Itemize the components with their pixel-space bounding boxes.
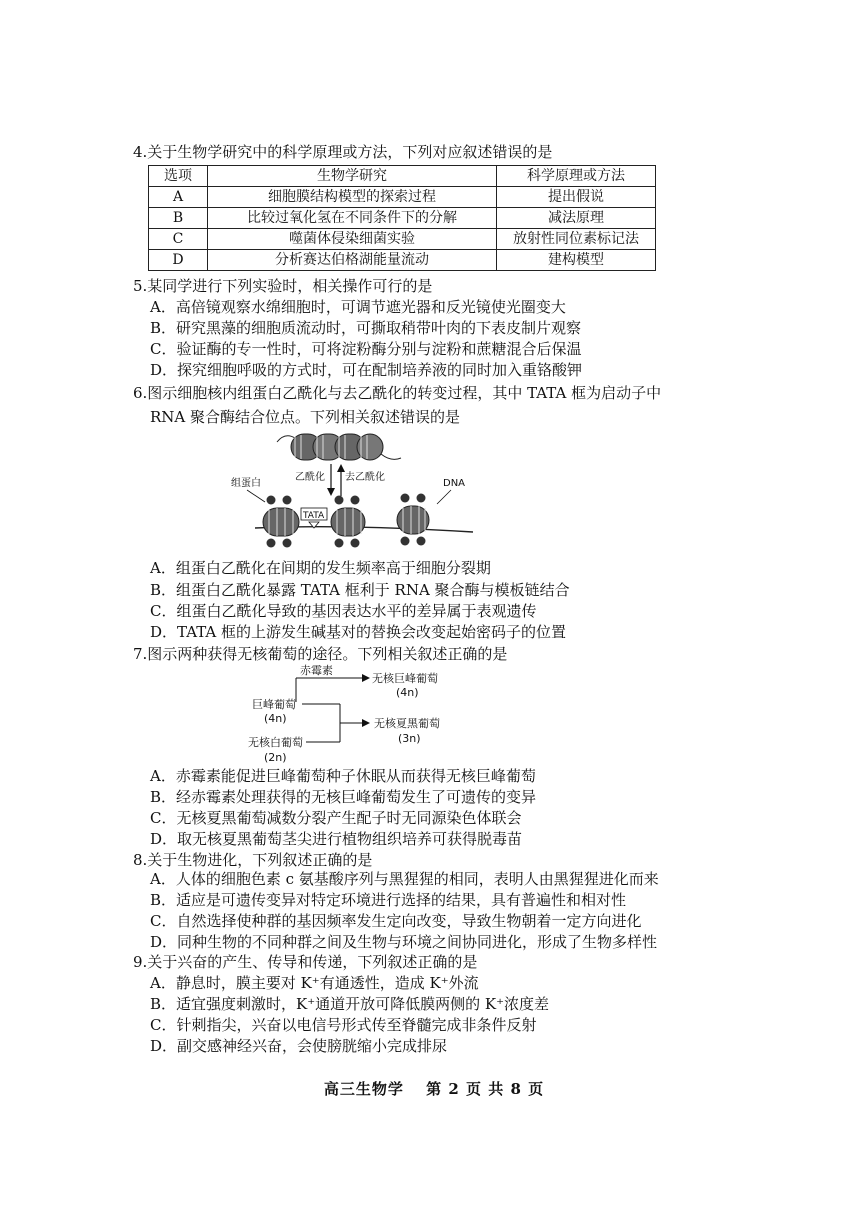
grape-pathway-figure [240, 664, 480, 766]
q4-table [148, 165, 656, 271]
q6-option-a: A．组蛋白乙酰化在间期的发生频率高于细胞分裂期 [150, 559, 491, 577]
q5-option-d: D．探究细胞呼吸的方式时，可在配制培养液的同时加入重铬酸钾 [150, 361, 583, 379]
q7-option-d: D．取无核夏黑葡萄茎尖进行植物组织培养可获得脱毒苗 [150, 830, 523, 848]
table-cell: A [149, 187, 208, 208]
q9-option-a: A．静息时，膜主要对 K⁺有通透性，造成 K⁺外流 [150, 974, 479, 992]
q8-stem: 8.关于生物进化，下列叙述正确的是 [133, 851, 373, 869]
q6-stem-line1: 6.图示细胞核内组蛋白乙酰化与去乙酰化的转变过程，其中 TATA 框为启动子中 [133, 384, 662, 402]
q7-option-c: C．无核夏黑葡萄减数分裂产生配子时无同源染色体联会 [150, 809, 522, 827]
label-seedless-white-ploidy: (2n) [264, 751, 287, 764]
q6-stem-line2: RNA 聚合酶结合位点。下列相关叙述错误的是 [150, 408, 461, 426]
q9-option-b: B．适宜强度刺激时，K⁺通道开放可降低膜两侧的 K⁺浓度差 [150, 995, 550, 1013]
table-cell: C [149, 229, 208, 250]
q5-option-b: B．研究黑藻的细胞质流动时，可撕取稍带叶肉的下表皮制片观察 [150, 319, 582, 337]
label-histone: 组蛋白 [231, 478, 261, 489]
q8-option-d: D．同种生物的不同种群之间及生物与环境之间协同进化，形成了生物多样性 [150, 933, 658, 951]
q7-option-a: A．赤霉素能促进巨峰葡萄种子休眠从而获得无核巨峰葡萄 [150, 767, 536, 785]
histone-acetylation-figure [225, 428, 485, 550]
label-kyoho: 巨峰葡萄 [252, 698, 296, 711]
table-row [149, 250, 656, 271]
table-cell: 提出假说 [497, 187, 656, 208]
q4-stem: 4.关于生物学研究中的科学原理或方法，下列对应叙述错误的是 [133, 143, 553, 161]
q8-option-a: A．人体的细胞色素 c 氨基酸序列与黑猩猩的相同，表明人由黑猩猩进化而来 [150, 870, 659, 888]
open-nucleosome-middle [331, 496, 365, 548]
q7-stem: 7.图示两种获得无核葡萄的途径。下列相关叙述正确的是 [133, 645, 508, 663]
q6-option-b: B．组蛋白乙酰化暴露 TATA 框利于 RNA 聚合酶与模板链结合 [150, 581, 570, 599]
q6-option-d: D．TATA 框的上游发生碱基对的替换会改变起始密码子的位置 [150, 623, 567, 641]
label-seedless-kyoho-ploidy: (4n) [396, 686, 419, 699]
label-tata: TATA [303, 511, 325, 521]
q6-option-c: C．组蛋白乙酰化导致的基因表达水平的差异属于表观遗传 [150, 602, 537, 620]
q9-option-d: D．副交感神经兴奋，会使膀胱缩小完成排尿 [150, 1037, 448, 1055]
q5-option-a: A．高倍镜观察水绵细胞时，可调节遮光器和反光镜使光圈变大 [150, 298, 566, 316]
table-cell: 建构模型 [497, 250, 656, 271]
q9-stem: 9.关于兴奋的产生、传导和传递，下列叙述正确的是 [133, 953, 478, 971]
open-nucleosome-left [263, 496, 299, 548]
table-cell: D [149, 250, 208, 271]
open-nucleosome-right [397, 494, 429, 546]
q7-option-b: B．经赤霉素处理获得的无核巨峰葡萄发生了可遗传的变异 [150, 788, 537, 806]
header-method: 科学原理或方法 [497, 166, 656, 187]
q8-option-c: C．自然选择使种群的基因频率发生定向改变，导致生物朝着一定方向进化 [150, 912, 642, 930]
label-acetylation: 乙酰化 [295, 472, 325, 483]
label-gibberellin: 赤霉素 [300, 664, 333, 677]
q9-option-c: C．针刺指尖，兴奋以电信号形式传至脊髓完成非条件反射 [150, 1016, 537, 1034]
header-option: 选项 [149, 166, 208, 187]
q5-stem: 5.某同学进行下列实验时，相关操作可行的是 [133, 277, 433, 295]
label-seedless-xiahei-ploidy: (3n) [398, 732, 421, 745]
table-cell: 放射性同位素标记法 [497, 229, 656, 250]
table-header-row [149, 166, 656, 187]
q8-option-b: B．适应是可遗传变异对特定环境进行选择的结果，具有普遍性和相对性 [150, 891, 627, 909]
table-cell: 分析赛达伯格湖能量流动 [208, 250, 497, 271]
table-cell: 比较过氧化氢在不同条件下的分解 [208, 208, 497, 229]
header-research: 生物学研究 [208, 166, 497, 187]
page-footer: 高三生物学 第 2 页 共 8 页 [323, 1080, 545, 1098]
table-cell: 噬菌体侵染细菌实验 [208, 229, 497, 250]
table-cell: 减法原理 [497, 208, 656, 229]
table-row [149, 187, 656, 208]
label-deacetylation: 去乙酰化 [345, 472, 385, 483]
table-cell: B [149, 208, 208, 229]
label-seedless-kyoho: 无核巨峰葡萄 [372, 672, 438, 685]
label-seedless-white: 无核白葡萄 [248, 736, 303, 749]
condensed-nucleosomes [277, 434, 401, 460]
label-dna: DNA [443, 478, 466, 489]
q5-option-c: C．验证酶的专一性时，可将淀粉酶分别与淀粉和蔗糖混合后保温 [150, 340, 582, 358]
label-kyoho-ploidy: (4n) [264, 712, 287, 725]
table-cell: 细胞膜结构模型的探索过程 [208, 187, 497, 208]
label-seedless-xiahei: 无核夏黑葡萄 [374, 717, 440, 730]
table-row [149, 208, 656, 229]
table-row [149, 229, 656, 250]
